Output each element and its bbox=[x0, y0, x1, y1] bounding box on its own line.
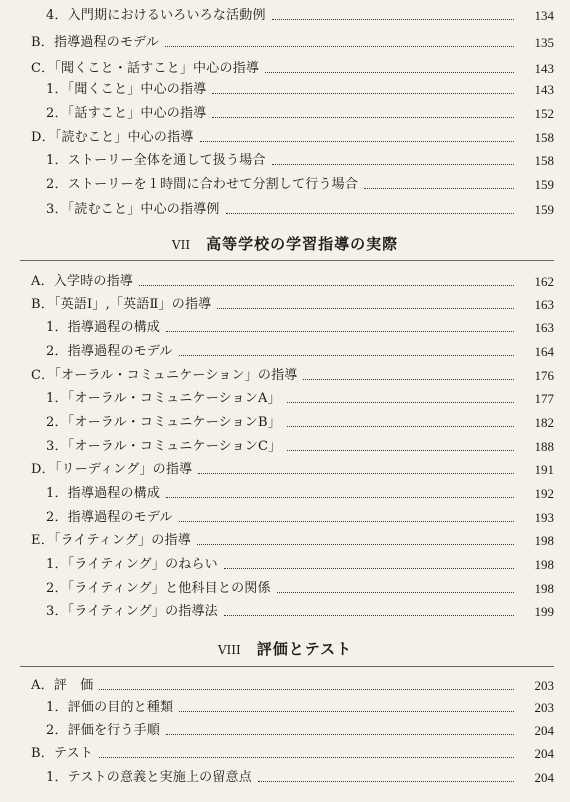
dot-leader bbox=[287, 449, 514, 451]
toc-entry-label: 2．評価を行う手順 bbox=[46, 723, 161, 738]
toc-entry bbox=[0, 578, 570, 600]
dot-leader bbox=[303, 378, 514, 380]
toc-entry-page: 163 bbox=[534, 297, 554, 312]
toc-entry-label: 1．テストの意義と実施上の留意点 bbox=[46, 770, 252, 785]
toc-entry-label: 1．指導過程の構成 bbox=[46, 320, 161, 335]
section-divider bbox=[20, 666, 554, 667]
toc-entry-page: 159 bbox=[534, 177, 554, 192]
section-title: 評価とテスト bbox=[256, 640, 353, 658]
toc-entry-label: 3．「オーラル・コミュニケーションC」 bbox=[46, 439, 282, 454]
dot-leader bbox=[258, 780, 514, 782]
toc-entry bbox=[0, 127, 570, 149]
toc-entry bbox=[0, 199, 570, 221]
dot-leader bbox=[224, 614, 514, 616]
dot-leader bbox=[272, 18, 514, 20]
toc-entry bbox=[0, 459, 570, 481]
toc-entry bbox=[0, 341, 570, 363]
toc-entry-page: 198 bbox=[534, 533, 554, 548]
toc-entry bbox=[0, 58, 570, 80]
toc-entry-page: 135 bbox=[534, 35, 554, 50]
toc-entry bbox=[0, 412, 570, 434]
toc-entry bbox=[0, 5, 570, 27]
toc-entry-page: 203 bbox=[534, 700, 554, 715]
toc-entry bbox=[0, 150, 570, 172]
toc-entry-page: 203 bbox=[534, 678, 554, 693]
toc-entry-page: 134 bbox=[534, 8, 554, 23]
toc-entry-page: 177 bbox=[534, 391, 554, 406]
dot-leader bbox=[179, 710, 514, 712]
dot-leader bbox=[217, 307, 514, 309]
toc-entry-page: 163 bbox=[534, 320, 554, 335]
toc-entry bbox=[0, 103, 570, 125]
toc-entry bbox=[0, 697, 570, 719]
toc-entry-label: 1．「オーラル・コミュニケーションA」 bbox=[46, 391, 281, 406]
dot-leader bbox=[179, 520, 514, 522]
toc-entry-label: D．「読むこと」中心の指導 bbox=[31, 130, 194, 145]
dot-leader bbox=[139, 284, 514, 286]
dot-leader bbox=[272, 163, 514, 165]
dot-leader bbox=[197, 543, 514, 545]
toc-entry-label: A．評 価 bbox=[31, 678, 94, 693]
dot-leader bbox=[277, 591, 514, 593]
section-divider bbox=[20, 260, 554, 261]
dot-leader bbox=[226, 212, 514, 214]
toc-entry-label: 3．「ライティング」の指導法 bbox=[46, 604, 218, 619]
toc-entry-page: 204 bbox=[534, 770, 554, 785]
toc-entry-label: D．「リーディング」の指導 bbox=[31, 462, 193, 477]
toc-entry bbox=[0, 271, 570, 293]
toc-entry-page: 176 bbox=[534, 368, 554, 383]
toc-entry bbox=[0, 436, 570, 458]
toc-entry-label: 2．指導過程のモデル bbox=[46, 510, 173, 525]
toc-entry-page: 204 bbox=[534, 723, 554, 738]
toc-entry-label: E．「ライティング」の指導 bbox=[31, 533, 191, 548]
toc-entry bbox=[0, 720, 570, 742]
toc-entry-page: 162 bbox=[534, 274, 554, 289]
toc-entry-label: B．テスト bbox=[31, 746, 94, 761]
toc-entry-label: 1．ストーリー全体を通して扱う場合 bbox=[46, 153, 266, 168]
toc-entry bbox=[0, 507, 570, 529]
dot-leader bbox=[224, 567, 514, 569]
toc-entry-page: 191 bbox=[534, 462, 554, 477]
section-heading bbox=[0, 638, 570, 659]
toc-entry-label: 1．「ライティング」のねらい bbox=[46, 557, 218, 572]
dot-leader bbox=[165, 45, 514, 47]
toc-entry-page: 158 bbox=[534, 153, 554, 168]
dot-leader bbox=[287, 401, 514, 403]
toc-entry bbox=[0, 174, 570, 196]
dot-leader bbox=[265, 71, 514, 73]
toc-entry bbox=[0, 767, 570, 789]
toc-entry-label: 2．「話すこと」中心の指導 bbox=[46, 106, 207, 121]
toc-entry bbox=[0, 554, 570, 576]
toc-entry-page: 199 bbox=[534, 604, 554, 619]
toc-entry-label: A．入学時の指導 bbox=[31, 274, 133, 289]
toc-entry-label: B．指導過程のモデル bbox=[31, 35, 159, 50]
toc-entry bbox=[0, 32, 570, 54]
toc-entry bbox=[0, 294, 570, 316]
toc-entry bbox=[0, 388, 570, 410]
toc-entry-page: 193 bbox=[534, 510, 554, 525]
toc-entry-label: B．「英語Ⅰ」,「英語Ⅱ」の指導 bbox=[31, 297, 212, 312]
toc-entry bbox=[0, 79, 570, 101]
dot-leader bbox=[364, 187, 514, 189]
dot-leader bbox=[99, 756, 514, 758]
toc-entry-label: 4．入門期におけるいろいろな活動例 bbox=[46, 8, 266, 23]
dot-leader bbox=[179, 354, 514, 356]
toc-entry-label: 2．「オーラル・コミュニケーションB」 bbox=[46, 415, 281, 430]
dot-leader bbox=[99, 688, 514, 690]
toc-entry-page: 164 bbox=[534, 344, 554, 359]
toc-entry-page: 204 bbox=[534, 746, 554, 761]
toc-entry-label: 1．指導過程の構成 bbox=[46, 486, 161, 501]
toc-entry bbox=[0, 601, 570, 623]
dot-leader bbox=[212, 92, 514, 94]
toc-entry-page: 182 bbox=[534, 415, 554, 430]
toc-entry-label: 3．「読むこと」中心の指導例 bbox=[46, 202, 220, 217]
toc-entry-page: 143 bbox=[534, 82, 554, 97]
toc-entry-page: 188 bbox=[534, 439, 554, 454]
toc-entry-label: 2．ストーリーを１時間に合わせて分割して行う場合 bbox=[46, 177, 359, 192]
dot-leader bbox=[198, 472, 514, 474]
toc-entry bbox=[0, 743, 570, 765]
dot-leader bbox=[166, 330, 514, 332]
toc-entry-label: C．「オーラル・コミュニケーション」の指導 bbox=[31, 368, 298, 383]
section-heading bbox=[0, 233, 570, 254]
toc-entry-page: 198 bbox=[534, 581, 554, 596]
dot-leader bbox=[166, 496, 514, 498]
section-title: 高等学校の学習指導の実際 bbox=[206, 235, 399, 253]
toc-entry-label: 2．指導過程のモデル bbox=[46, 344, 173, 359]
toc-entry-label: 1．「聞くこと」中心の指導 bbox=[46, 82, 207, 97]
dot-leader bbox=[166, 733, 514, 735]
toc-entry-label: 2．「ライティング」と他科目との関係 bbox=[46, 581, 271, 596]
toc-entry bbox=[0, 675, 570, 697]
toc-entry-page: 143 bbox=[534, 61, 554, 76]
section-numeral: VIII bbox=[217, 643, 241, 657]
toc-entry bbox=[0, 317, 570, 339]
toc-entry-page: 158 bbox=[534, 130, 554, 145]
toc-entry bbox=[0, 365, 570, 387]
toc-entry-page: 152 bbox=[534, 106, 554, 121]
toc-entry-page: 192 bbox=[534, 486, 554, 501]
dot-leader bbox=[287, 425, 514, 427]
section-numeral: VII bbox=[171, 238, 191, 252]
toc-entry-page: 159 bbox=[534, 202, 554, 217]
toc-entry-label: C．「聞くこと・話すこと」中心の指導 bbox=[31, 61, 260, 76]
toc-entry bbox=[0, 483, 570, 505]
dot-leader bbox=[212, 116, 514, 118]
toc-entry-label: 1．評価の目的と種類 bbox=[46, 700, 174, 715]
dot-leader bbox=[200, 140, 514, 142]
toc-entry bbox=[0, 530, 570, 552]
toc-entry-page: 198 bbox=[534, 557, 554, 572]
